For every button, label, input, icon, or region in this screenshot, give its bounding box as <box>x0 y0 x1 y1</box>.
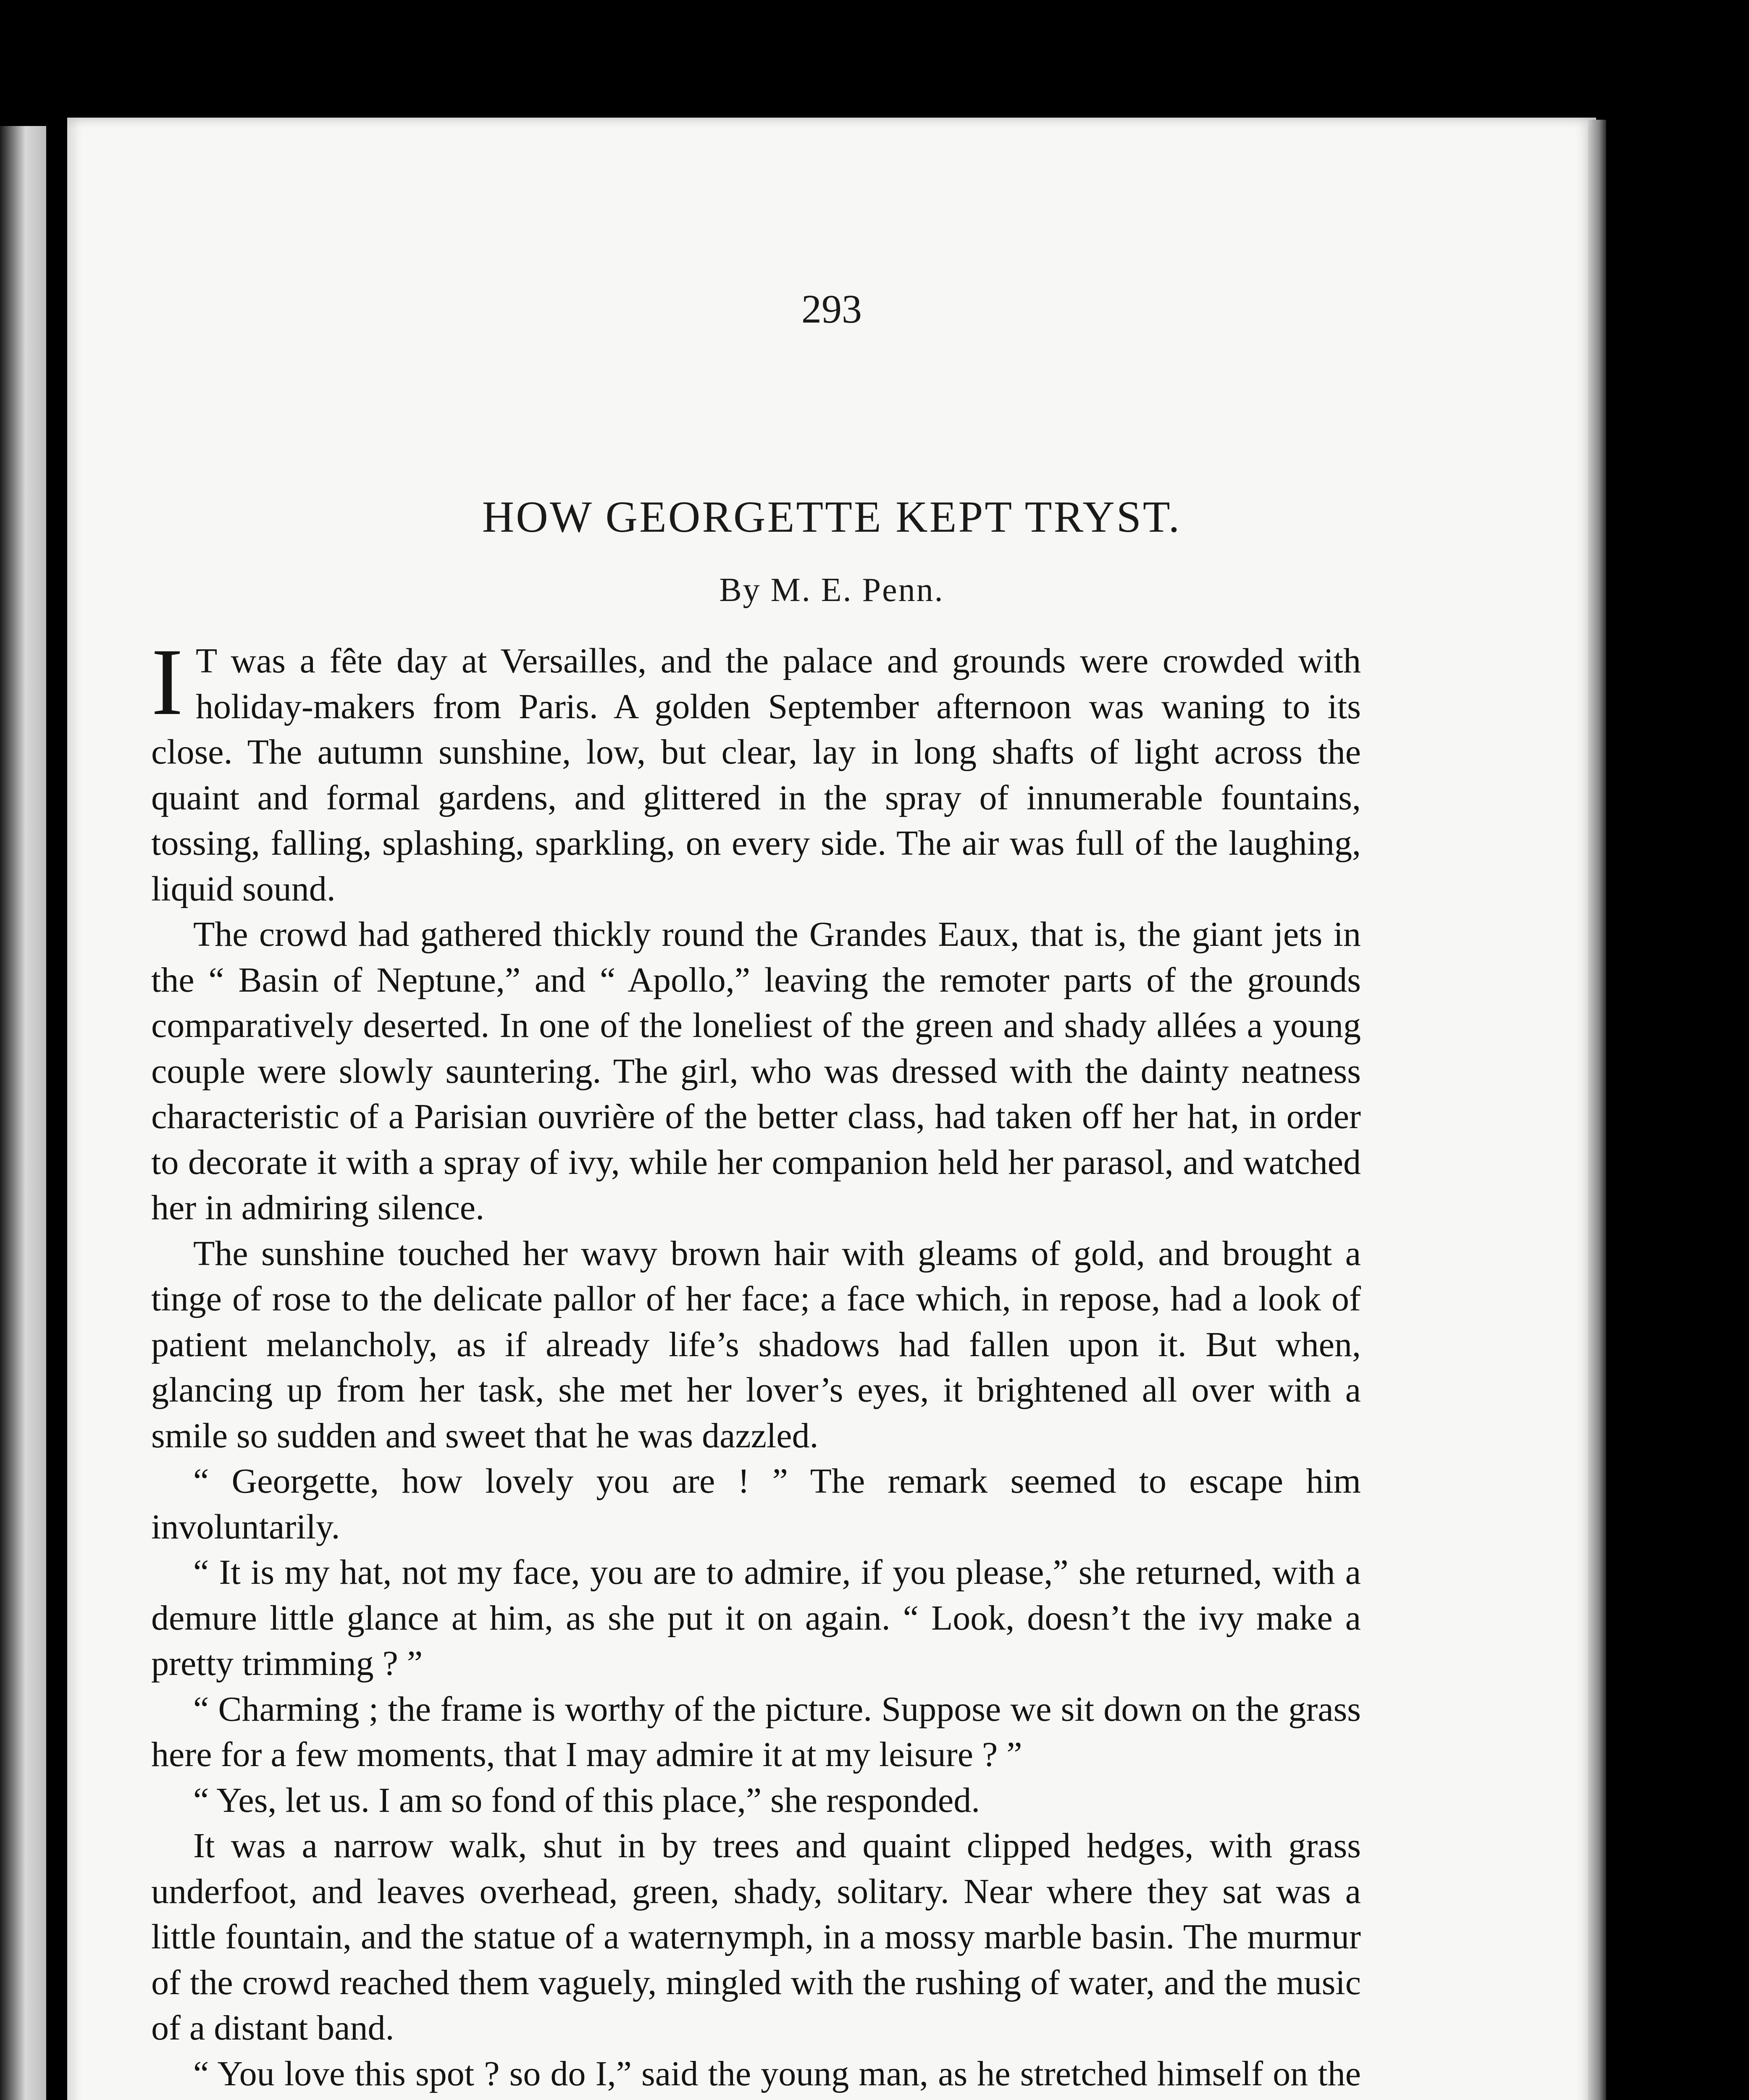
paragraph: “ Charming ; the frame is worthy of the picture. Suppose we sit down on the grass here for a few moments, that I may admire it at my leisure ? ” <box>151 1689 1361 1774</box>
paragraph: The crowd had gathered thickly round the Grandes Eaux, that is, the giant jets in the “ Basin of Neptune,” and “ Apollo,” leaving the remoter parts of the grounds comparatively deserted. In one of the loneliest of the green and shady allées a young couple were slowly sauntering. The girl, who was dressed with the dainty neatness characteristic of a Parisian ouvrière of the better class, had taken off her hat, in order to decorate it with a spray of ivy, while her companion held her parasol, and watched her in admiring silence. <box>151 915 1361 1227</box>
story-byline: By M. E. Penn. <box>719 572 944 609</box>
page-number: 293 <box>801 286 862 331</box>
adjacent-page-edge <box>0 126 46 2100</box>
paragraph: “ You love this spot ? so do I,” said the young man, as he stretched himself on the <box>193 2054 1361 2093</box>
paragraph: “ Yes, let us. I am so fond of this place,” she responded. <box>193 1780 980 1820</box>
paragraph: “ Georgette, how lovely you are ! ” The remark seemed to escape him involuntarily. <box>151 1462 1361 1546</box>
drop-cap: I <box>151 629 183 735</box>
paragraph-text: T was a fête day at Versailles, and the palace and grounds were crowded with holiday-makers from Paris. A golden September afternoon was waning to its close. The autumn sunshine, low, but clear, lay in long shafts of light across the quaint and formal gardens, and glittered in the spray of innumerable fountains, tossing, falling, splashing, sparkling, on every side. The air was full of the laughing, liquid sound. <box>151 641 1361 908</box>
page-right-edge <box>1588 120 1606 2100</box>
book-page <box>67 118 1596 2100</box>
paragraph <box>151 629 1361 912</box>
paragraph: It was a narrow walk, shut in by trees and quaint clipped hedges, with grass underfoot, and leaves overhead, green, shady, solitary. Near where they sat was a little fountain, and the statue of a waternymph, in a mossy marble basin. The murmur of the crowd reached them vaguely, mingled with the rushing of water, and the music of a distant band. <box>151 1826 1361 2048</box>
paragraph: “ It is my hat, not my face, you are to admire, if you please,” she returned, with a demure little glance at him, as she put it on again. “ Look, doesn’t the ivy make a pretty trimming ? ” <box>151 1553 1361 1683</box>
story-body <box>151 629 1361 2100</box>
paragraph: The sunshine touched her wavy brown hair with gleams of gold, and brought a tinge of rose to the delicate pallor of her face; a face which, in repose, had a look of patient melancholy, as if already life’s shadows had fallen upon it. But when, glancing up from her task, she met her lover’s eyes, it brightened all over with a smile so sudden and sweet that he was dazzled. <box>151 1234 1361 1455</box>
story-title: HOW GEORGETTE KEPT TRYST. <box>482 492 1182 541</box>
